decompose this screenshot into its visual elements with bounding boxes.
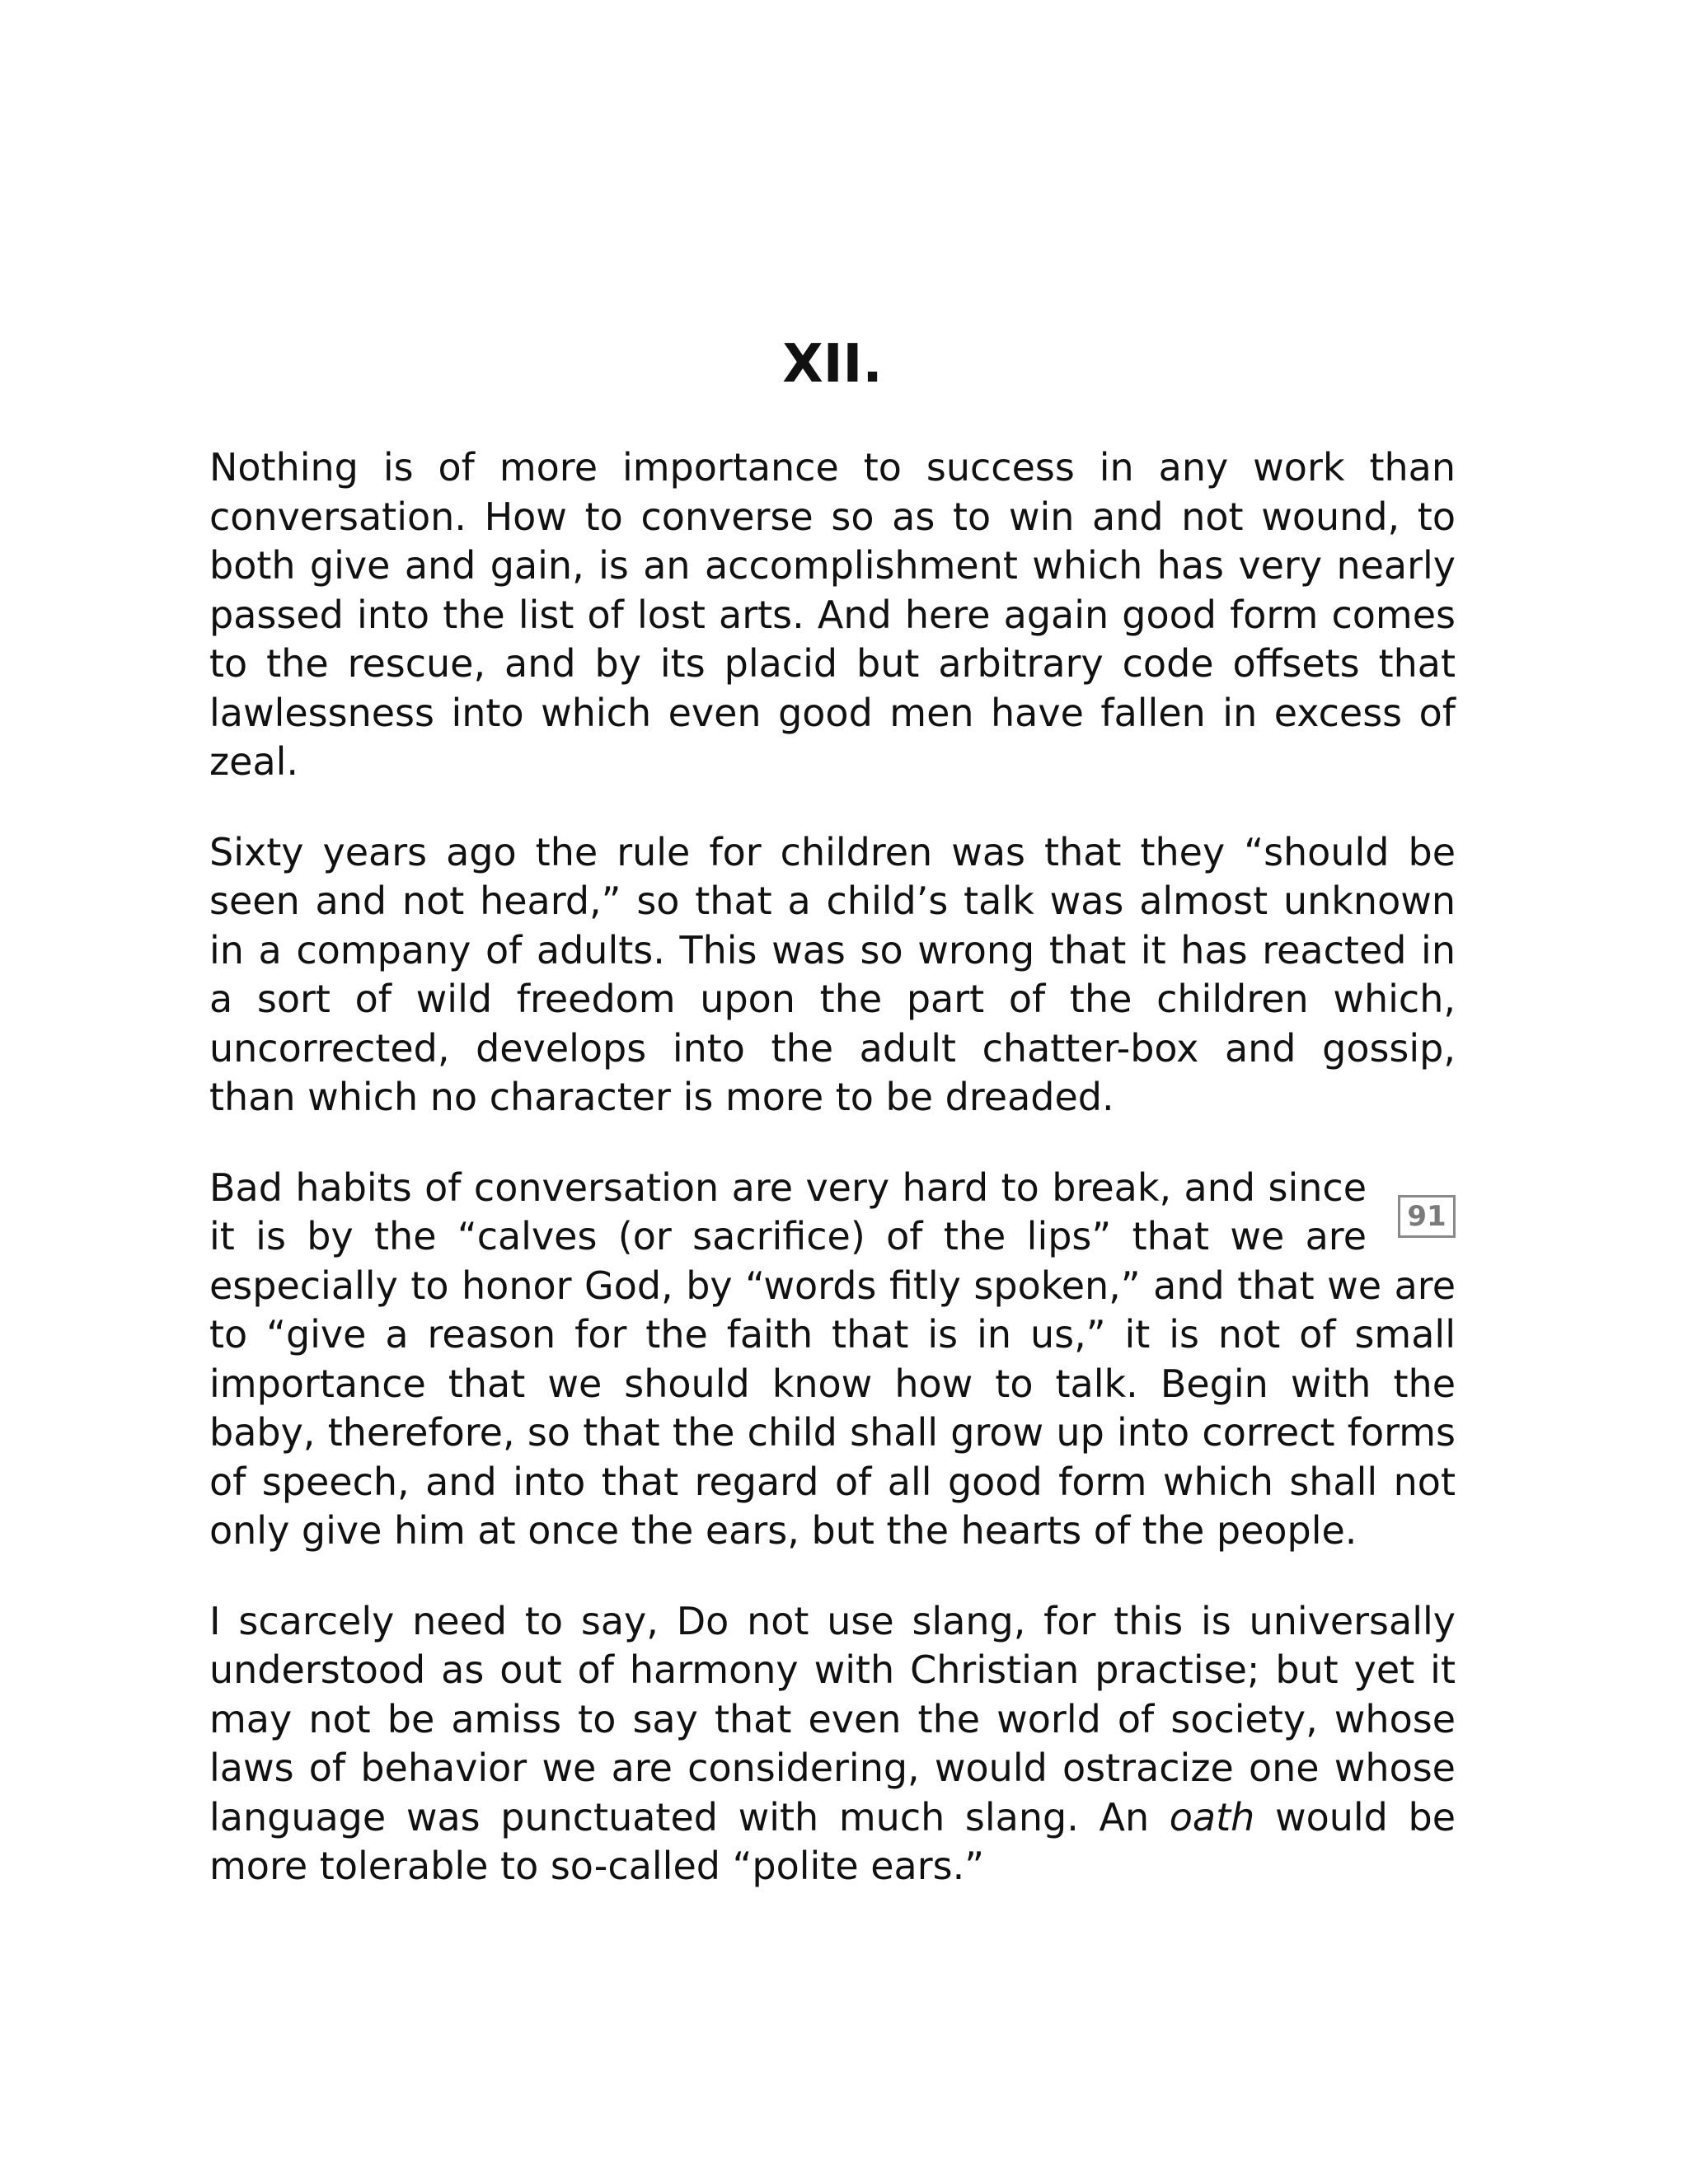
paragraph-4-text-before: I scarcely need to say, Do not use slang, for this is universally understood as out of harmony with Christian practise; but yet it may not be amiss to say that even the world of society, whose laws of behavior we are considering, would ostracize one whose language was punctuated with much slang. An [209, 1598, 1456, 1840]
paragraph-3-text: Bad habits of conversation are very hard to break, and since it is by the “calves (or sacrifice) of the lips” that we are especially to honor God, by “words fitly spoken,” and that we are to “give a reason for the faith that is in us,” it is not of small importance that we should know how to talk. Begin with the baby, therefore, so that the child shall grow up into correct forms of speech, and into that regard of all good form which shall not only give him at once the ears, but the hearts of the people. [209, 1165, 1456, 1553]
book-page [209, 0, 1456, 2184]
paragraph-3 [209, 1164, 1456, 1556]
paragraph-4 [209, 1597, 1456, 1891]
emphasized-word: oath [1169, 1794, 1255, 1840]
paragraph-4-text-after: would be more tolerable to so-called “polite ears.” [209, 1794, 1456, 1888]
chapter-title: XII. [782, 334, 883, 395]
page-number-badge: 91 [1398, 1195, 1456, 1238]
chapter-body [209, 443, 1456, 1933]
paragraph-1: Nothing is of more importance to success in any work than conversation. How to converse so as to win and not wound, to both give and gain, is an accomplishment which has very nearly passed into the list of lost arts. And here again good form comes to the rescue, and by its placid but arbitrary code offsets that lawlessness into which even good men have fallen in excess of zeal. [209, 445, 1456, 784]
paragraph-2: Sixty years ago the rule for children was that they “should be seen and not heard,” so that a child’s talk was almost unknown in a company of adults. This was so wrong that it has reacted in a sort of wild freedom upon the part of the children which, uncorrected, develops into the adult chatter-box and gossip, than which no character is more to be dreaded. [209, 829, 1456, 1119]
